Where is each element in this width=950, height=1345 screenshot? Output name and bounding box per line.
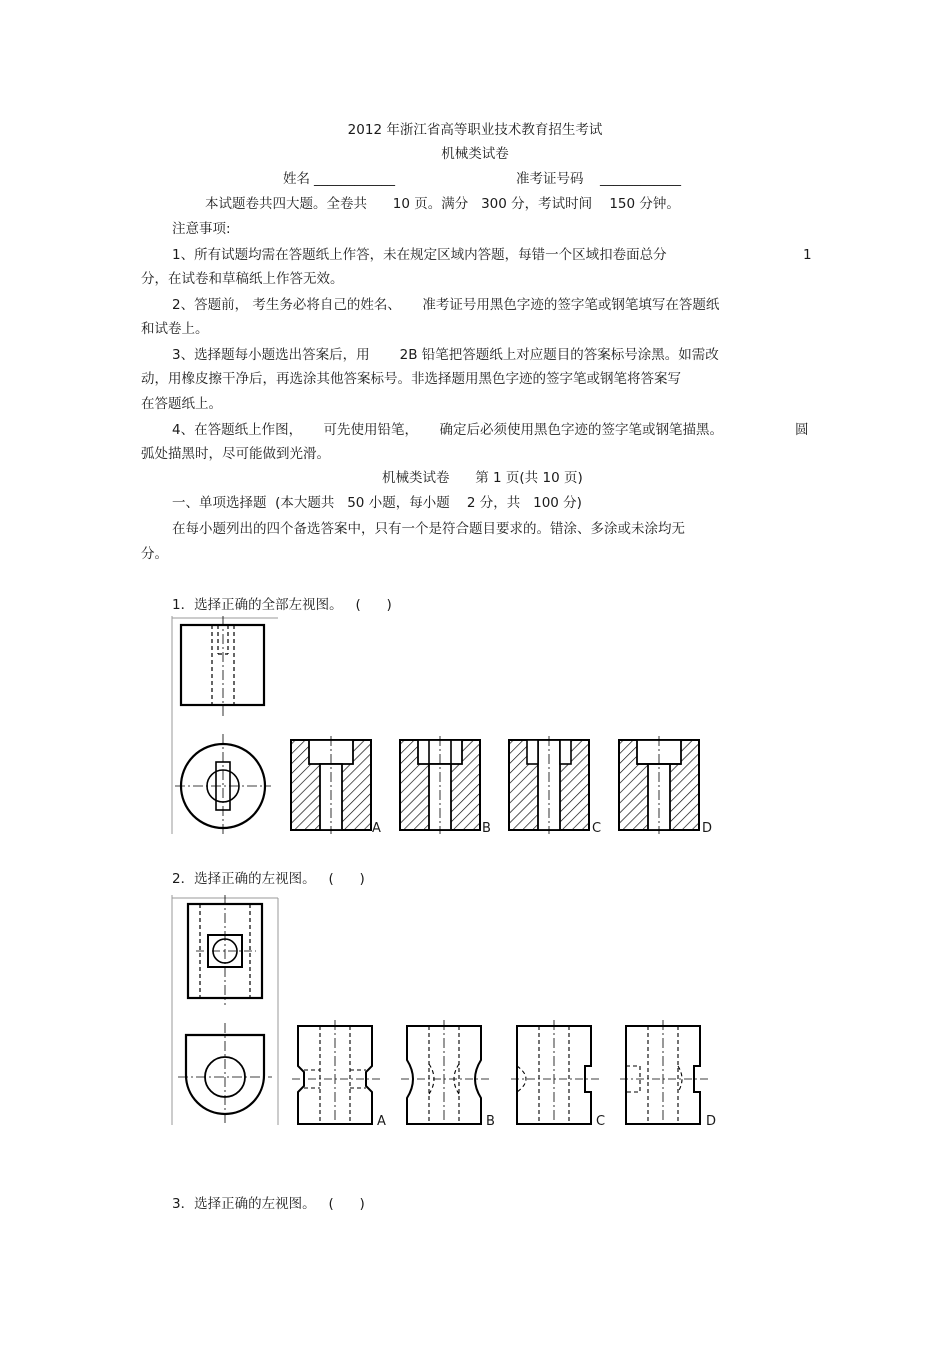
q1-option-c-label[interactable]: C [592,821,602,836]
name-blank: ____________ [314,171,395,187]
note-4-line-2: 弧处描黑时，尽可能做到光滑。 [141,446,330,462]
question-2-text: 2．选择正确的左视图。 ( ) [172,871,365,887]
page-footer: 机械类试卷 第 1 页(共 10 页) [382,470,583,486]
q2-option-a-drawing [292,1020,382,1130]
section-title: 一、单项选择题 (本大题共 50 小题，每小题 2 分，共 100 分) [172,495,582,511]
q2-option-b-label[interactable]: B [486,1114,495,1129]
question-1-text: 1．选择正确的全部左视图。 ( ) [172,597,392,613]
note-3-line-3: 在答题纸上。 [141,396,222,412]
note-1-line-1: 1、所有试题均需在答题纸上作答，未在规定区域内答题，每错一个区域扣卷面总分 [172,247,667,263]
note-3-line-2: 动，用橡皮擦干净后，再选涂其他答案标号。非选择题用黑色字迹的签字笔或钢笔将答案写 [141,371,681,387]
exam-summary: 本试题卷共四大题。全卷共 10 页。满分 300 分，考试时间 150 分钟。 [205,196,680,212]
note-3-line-1: 3、选择题每小题选出答案后，用 2B 铅笔把答题纸上对应题目的答案标号涂黑。如需改 [172,347,719,363]
q2-option-d-drawing [620,1020,710,1130]
q1-option-b-label[interactable]: B [482,821,491,836]
q2-option-c-label[interactable]: C [596,1114,606,1129]
q1-option-a-drawing [289,736,379,836]
section-instruction-line-2: 分。 [141,546,168,562]
note-1-line-2: 分，在试卷和草稿纸上作答无效。 [141,271,344,287]
q2-given-views [170,895,282,1127]
q2-option-c-drawing [511,1020,601,1130]
ticket-blank: ____________ [600,171,681,187]
ticket-label: 准考证号码 [516,171,584,187]
note-1-number: 1 [803,247,812,263]
exam-subtitle: 机械类试卷 [441,146,509,162]
question-3-text: 3．选择正确的左视图。 ( ) [172,1196,365,1212]
name-label: 姓名 [283,171,310,187]
exam-title: 2012 年浙江省高等职业技术教育招生考试 [347,122,603,138]
note-2-line-2: 和试卷上。 [141,321,209,337]
section-instruction-line-1: 在每小题列出的四个备选答案中，只有一个是符合题目要求的。错涂、多涂或未涂均无 [172,521,685,537]
q2-option-a-label[interactable]: A [377,1114,386,1129]
q1-option-b-drawing [398,736,488,836]
note-2-line-1: 2、答题前， 考生务必将自己的姓名、 准考证号用黑色字迹的签字笔或钢笔填写在答题纸 [172,297,720,313]
q2-option-b-drawing [401,1020,491,1130]
q1-option-d-drawing [617,736,707,836]
q1-option-d-label[interactable]: D [702,821,713,836]
note-4-yuan: 圆 [795,422,809,438]
notes-heading: 注意事项: [172,221,231,237]
q2-option-d-label[interactable]: D [706,1114,717,1129]
note-4-line-1: 4、在答题纸上作图， 可先使用铅笔， 确定后必须使用黑色字迹的签字笔或钢笔描黑。 [172,422,724,438]
q1-given-views [170,616,280,836]
q1-option-c-drawing [507,736,597,836]
q1-option-a-label[interactable]: A [372,821,381,836]
